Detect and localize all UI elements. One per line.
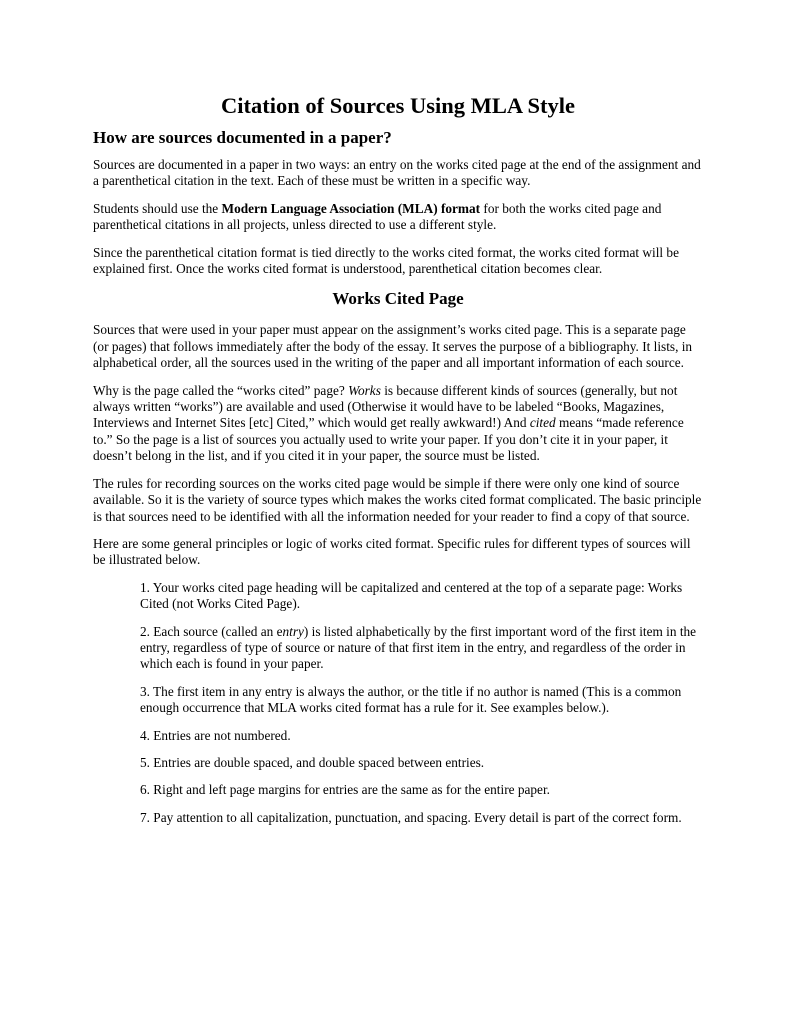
italic-entry: ntry xyxy=(282,623,304,639)
list-item: 3. The first item in any entry is always the author, or the title if no author is named (This is a common enough occurrence that MLA works cited format has a rule for it. See examples below.). xyxy=(140,683,682,716)
italic-works: Works xyxy=(348,382,381,398)
list-item: 5. Entries are double spaced, and double spaced between entries. xyxy=(140,754,485,770)
text-run: means “made reference to.” So the page is a list of sources you actually used to write your paper. If you don’t cite it in your paper, it doesn’t belong in the list, and if you cited it in your paper, the source must be listed. xyxy=(93,415,684,464)
document-page xyxy=(93,92,703,837)
text-run: Students should use the xyxy=(93,200,222,216)
section-heading-documentation: How are sources documented in a paper? xyxy=(93,128,392,147)
text-run: 2. Each source (called an e xyxy=(140,623,283,639)
text-run: ) is listed alphabetically by the first important word of the first item in the entry, regardless of type of source or nature of that first item in the entry, and regardless of the order in which each is found in your paper. xyxy=(140,623,697,672)
section-heading-works-cited: Works Cited Page xyxy=(332,289,464,309)
paragraph-general-principles: Here are some general principles or logic of works cited format. Specific rules for different types of sources will be illustrated below. xyxy=(93,535,691,568)
text-run: is because different kinds of sources (generally, but not always written “works”) are available and used (Otherwise it would have to be labeled “Books, Magazines, Interviews and Internet Sites [etc] Cited,” which would get really awkward!) And xyxy=(93,382,678,431)
document-title: Citation of Sources Using MLA Style xyxy=(221,93,575,118)
list-item: 6. Right and left page margins for entries are the same as for the entire paper. xyxy=(140,782,550,798)
paragraph-rules: The rules for recording sources on the works cited page would be simple if there were only one kind of source available. So it is the variety of source types which makes the works cited format complicated. The basic principle is that sources need to be identified with all the information needed for your reader to find a copy of that source. xyxy=(93,475,702,524)
list-item: 1. Your works cited page heading will be capitalized and centered at the top of a separate page: Works Cited (not Works Cited Page). xyxy=(140,579,683,612)
list-item: 4. Entries are not numbered. xyxy=(140,727,291,743)
list-item: 7. Pay attention to all capitalization, punctuation, and spacing. Every detail is part of the correct form. xyxy=(140,809,682,825)
paragraph-mla-format xyxy=(93,201,703,234)
text-run: for both the works cited page and parenthetical citations in all projects, unless directed to use a different style. xyxy=(93,200,662,233)
italic-cited: cited xyxy=(529,415,556,431)
list-item xyxy=(140,624,703,673)
bold-mla-format: Modern Language Association (MLA) format xyxy=(221,200,481,216)
paragraph-works-cited-definition: Sources that were used in your paper must appear on the assignment’s works cited page. This is a separate page (or pages) that follows immediately after the body of the essay. It serves the purpose of a bibliography. It lists, in alphabetical order, all the sources used in the writing of the paper and all important information of each source. xyxy=(93,322,693,371)
paragraph-format-order: Since the parenthetical citation format is tied directly to the works cited format, the works cited format will be explained first. Once the works cited format is understood, parenthetical citation becomes clear. xyxy=(93,244,679,277)
principles-list xyxy=(93,580,703,826)
text-run: Why is the page called the “works cited” page? xyxy=(93,382,349,398)
paragraph-documentation-ways: Sources are documented in a paper in two ways: an entry on the works cited page at the end of the assignment and a parenthetical citation in the text. Each of these must be written in a specific way. xyxy=(93,157,701,189)
paragraph-works-cited-name xyxy=(93,383,703,465)
